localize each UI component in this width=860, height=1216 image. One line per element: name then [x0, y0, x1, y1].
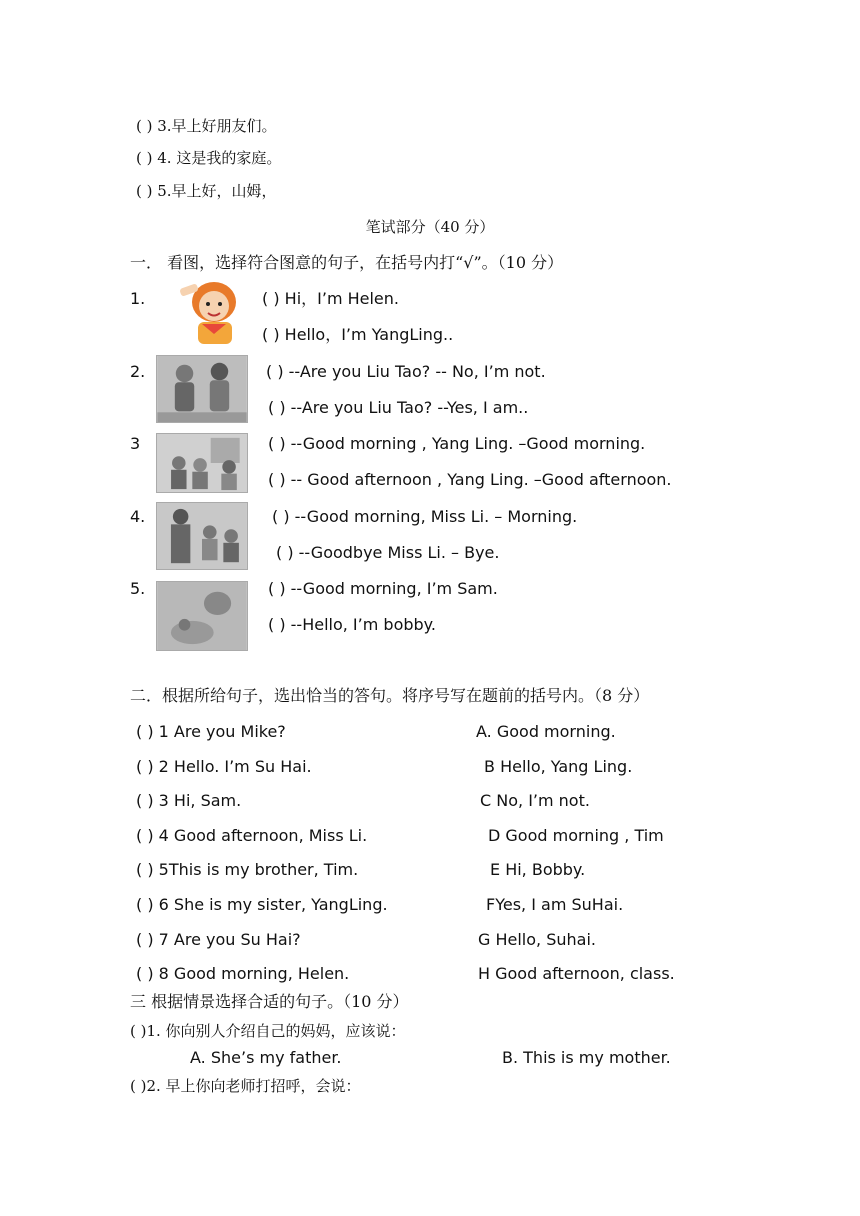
- s3-question-2: ( )2. 早上你向老师打招呼，会说：: [130, 1077, 361, 1095]
- item5-option-b: ( ) --Hello, I’m bobby.: [268, 615, 436, 634]
- item2-option-a: ( ) --Are you Liu Tao? -- No, I’m not.: [266, 362, 546, 381]
- listening-item-3: ( ) 3.早上好朋友们。: [136, 117, 277, 135]
- item1-option-a: ( ) Hi，I’m Helen.: [262, 289, 400, 308]
- item2-number: 2.: [130, 362, 146, 381]
- s2-question-8: ( ) 8 Good morning, Helen.: [136, 964, 350, 983]
- s2-answer-g: G Hello, Suhai.: [478, 930, 596, 949]
- girl-waving-picture: [172, 276, 248, 344]
- item2-option-b: ( ) --Are you Liu Tao? --Yes, I am..: [268, 398, 529, 417]
- s2-question-2: ( ) 2 Hello. I’m Su Hai.: [136, 757, 312, 776]
- item5-option-a: ( ) --Good morning, I’m Sam.: [268, 579, 498, 598]
- item3-option-a: ( ) --Good morning , Yang Ling. –Good morning.: [268, 434, 646, 453]
- item5-number: 5.: [130, 579, 146, 598]
- written-section-title: 笔试部分（40 分）: [365, 218, 495, 236]
- two-boys-picture: [156, 355, 248, 423]
- s2-answer-e: E Hi, Bobby.: [490, 860, 586, 879]
- item3-option-b: ( ) -- Good afternoon , Yang Ling. –Good afternoon.: [268, 470, 672, 489]
- s3-question-1: ( )1. 你向别人介绍自己的妈妈，应该说：: [130, 1022, 406, 1040]
- section3-title: 三 根据情景选择合适的句子。（10 分）: [130, 992, 409, 1011]
- s2-answer-b: B Hello, Yang Ling.: [484, 757, 633, 776]
- s3-option-b: B. This is my mother.: [502, 1048, 671, 1067]
- street-greeting-picture: [156, 433, 248, 493]
- s2-answer-f: FYes, I am SuHai.: [486, 895, 624, 914]
- s2-question-5: ( ) 5This is my brother, Tim.: [136, 860, 359, 879]
- listening-item-5: ( ) 5.早上好，山姆，: [136, 182, 277, 200]
- section1-title: 一． 看图，选择符合图意的句子，在括号内打“√”。（10 分）: [130, 253, 564, 272]
- dog-picture: [156, 581, 248, 651]
- s3-option-a: A. She’s my father.: [190, 1048, 342, 1067]
- s2-answer-h: H Good afternoon, class.: [478, 964, 675, 983]
- item4-option-b: ( ) --Goodbye Miss Li. – Bye.: [276, 543, 500, 562]
- s2-question-3: ( ) 3 Hi, Sam.: [136, 791, 242, 810]
- s2-question-4: ( ) 4 Good afternoon, Miss Li.: [136, 826, 368, 845]
- s2-question-6: ( ) 6 She is my sister, YangLing.: [136, 895, 388, 914]
- item1-number: 1.: [130, 289, 146, 308]
- item4-number: 4.: [130, 507, 146, 526]
- item4-option-a: ( ) --Good morning, Miss Li. – Morning.: [272, 507, 578, 526]
- s2-answer-d: D Good morning , Tim: [488, 826, 664, 845]
- s2-question-7: ( ) 7 Are you Su Hai?: [136, 930, 301, 949]
- listening-item-4: ( ) 4. 这是我的家庭。: [136, 149, 282, 167]
- item1-option-b: ( ) Hello，I’m YangLing..: [262, 325, 454, 344]
- section2-title: 二．根据所给句子，选出恰当的答句。将序号写在题前的括号内。（8 分）: [130, 686, 650, 705]
- s2-question-1: ( ) 1 Are you Mike?: [136, 722, 286, 741]
- s2-answer-c: C No, I’m not.: [480, 791, 590, 810]
- item3-number: 3: [130, 434, 141, 453]
- classroom-picture: [156, 502, 248, 570]
- s2-answer-a: A. Good morning.: [476, 722, 616, 741]
